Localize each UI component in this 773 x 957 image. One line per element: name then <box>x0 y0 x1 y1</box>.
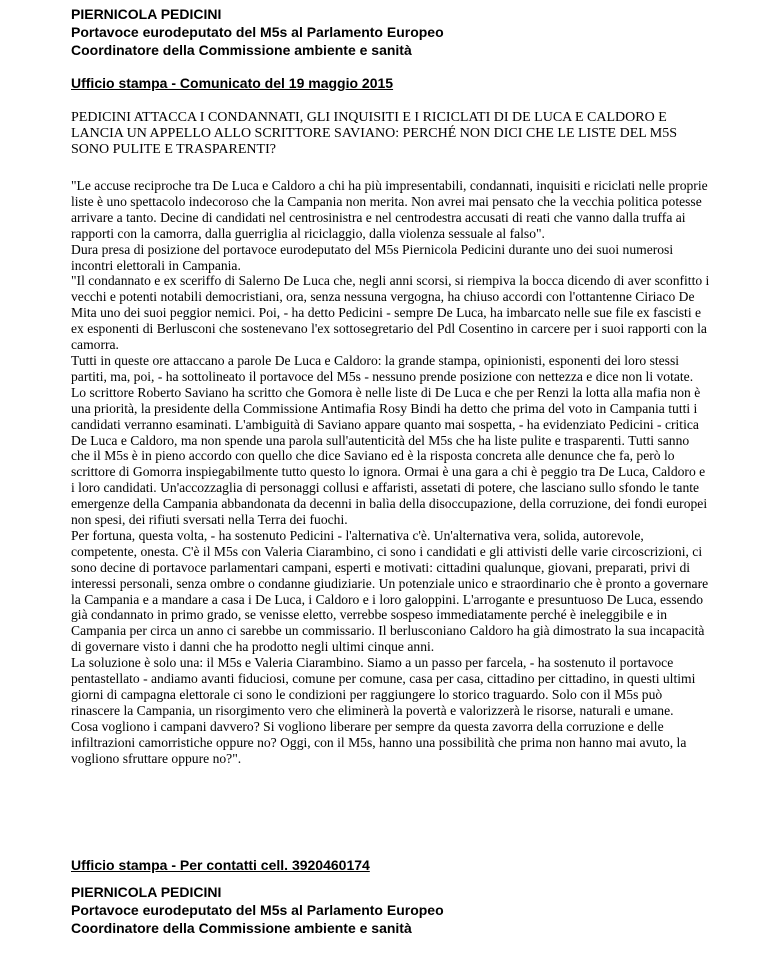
paragraph: Tutti in queste ore attaccano a parole De Luca e Caldoro: la grande stampa, opinionisti, esponenti dei loro stessi partiti, ma, poi, - ha sottolineato il portavoce del M5s - nessuno prende posizione con nettezza e dice non li votate. Lo scrittore Roberto Saviano ha scritto che Gomora è nelle liste di De Luca e che per Renzi la lotta alla mafia non è una priorità, la presidente della Commissione Antimafia Rosy Bindi ha detto che prima del voto in Campania tutti i candidati verranno esaminati. L'ambiguità di Saviano appare quanto mai sospetta, - ha evidenziato Pedicini - critica De Luca e Caldoro, ma non spende una parola sull'autenticità del M5s che ha liste pulite e trasparenti. Tutti sanno che il M5s è in pieno accordo con quello che dice Saviano ed è la risposta concreta alle denunce che fa, però lo scrittore di Gomorra inspiegabilmente tutto questo lo ignora. Ormai è una gara a chi è peggio tra De Luca, Caldoro e i loro candidati. Un'accozzaglia di personaggi collusi e affaristi, assetati di potere, che lasciano sullo sfondo le tante emergenze della Campania abbandonata da decenni in balìa della disoccupazione, della corruzione, dei fondi europei non spesi, dei rifiuti sversati nella Terra dei fuochi. <box>71 352 708 528</box>
paragraph: "Il condannato e ex sceriffo di Salerno De Luca che, negli anni scorsi, si riempiva la bocca dicendo di aver sconfitto i vecchi e potenti notabili democristiani, ora, senza nessuna vergogna, ha chiuso accordi con l'ottantenne Ciriaco De Mita uno dei suoi peggior nemici. Poi, - ha detto Pedicini - sempre De Luca, ha imbarcato nelle sue file ex fascisti e ex esponenti di Berlusconi che sostenevano l'ex sottosegretario del Pdl Cosentino in carcere per i suoi rapporti con la camorra. <box>71 273 710 353</box>
paragraph: Cosa vogliono i campani davvero? Si vogliono liberare per sempre da questa zavorra della corruzione e delle infiltrazioni camorristiche oppure no? Oggi, con il M5s, hanno una possibilità che prima non hanno mai avuto, la vogliono sfruttare oppure no?". <box>71 718 687 766</box>
headline: PEDICINI ATTACCA I CONDANNATI, GLI INQUISITI E I RICICLATI DI DE LUCA E CALDORO E LANCIA UN APPELLO ALLO SCRITTORE SAVIANO: PERCHÉ NON DICI CHE LE LISTE DEL M5S SONO PULITE E TRASPARENTI? <box>71 110 678 157</box>
sender-name: PIERNICOLA PEDICINI <box>71 6 222 22</box>
sender-role: Portavoce eurodeputato del M5s al Parlamento Europeo <box>71 902 444 918</box>
paragraph: La soluzione è solo una: il M5s e Valeria Ciarambino. Siamo a un passo per farcela, - ha sostenuto il portavoce pentastellato - andiamo avanti fiduciosi, comune per comune, casa per casa, cittadino per cittadino, in questi ultimi giorni di campagna elettorale ci sono le condizioni per raggiungere lo storico traguardo. Solo con il M5s può rinascere la Campania, un risorgimento vero che eliminerà la povertà e valorizzerà le risorse, naturali e umane. <box>71 655 696 718</box>
sender-name: PIERNICOLA PEDICINI <box>71 884 222 900</box>
press-contact-line: Ufficio stampa - Per contatti cell. 3920460174 <box>71 857 370 873</box>
sender-block-top <box>71 5 761 59</box>
paragraph: Per fortuna, questa volta, - ha sostenuto Pedicini - l'alternativa c'è. Un'alternativa vera, solida, autorevole, competente, onesta. C'è il M5s con Valeria Ciarambino, ci sono i candidati e gli attivisti delle varie circoscrizioni, ci sono decine di portavoce parlamentari campani, esperti e motivati: cittadini qualunque, giovani, preparati, privi di interessi personali, senza ombre o condanne giudiziarie. Un potenziale unico e straordinario che è pronto a governare la Campania e a mandare a casa i De Luca, i Caldoro e i loro galoppini. L'arrogante e presuntuoso De Luca, essendo già condannato in primo grado, se venisse eletto, verrebbe sospeso immediatamente perché è ineleggibile e in Campania per circa un anno ci sarebbe un commissario. Il berlusconiano Caldoro ha già dimostrato la sua incapacità di governare visto i danni che ha prodotto negli ultimi cinque anni. <box>71 527 709 655</box>
sender-committee: Coordinatore della Commissione ambiente e sanità <box>71 42 412 58</box>
paragraph: Dura presa di posizione del portavoce eurodeputato del M5s Piernicola Pedicini durante uno dei suoi numerosi incontri elettorali in Campania. <box>71 241 674 273</box>
article-body <box>71 178 711 767</box>
press-release-date: Ufficio stampa - Comunicato del 19 maggio 2015 <box>71 75 394 91</box>
paragraph: "Le accuse reciproche tra De Luca e Caldoro a chi ha più impresentabili, condannati, inquisiti e riciclati nelle proprie liste è uno spettacolo indecoroso che la Campania non merita. Non avrei mai pensato che la vecchia politica potesse arrivare a tanto. Decine di candidati nel centrosinistra e nel centrodestra accusati di reati che vanno dalla truffa ai rapporti con la camorra, dalla guerriglia al riciclaggio, dalla violenza sessuale al falso". <box>71 178 708 241</box>
sender-committee: Coordinatore della Commissione ambiente e sanità <box>71 920 412 936</box>
sender-block-bottom <box>71 883 761 937</box>
sender-role: Portavoce eurodeputato del M5s al Parlamento Europeo <box>71 24 444 40</box>
